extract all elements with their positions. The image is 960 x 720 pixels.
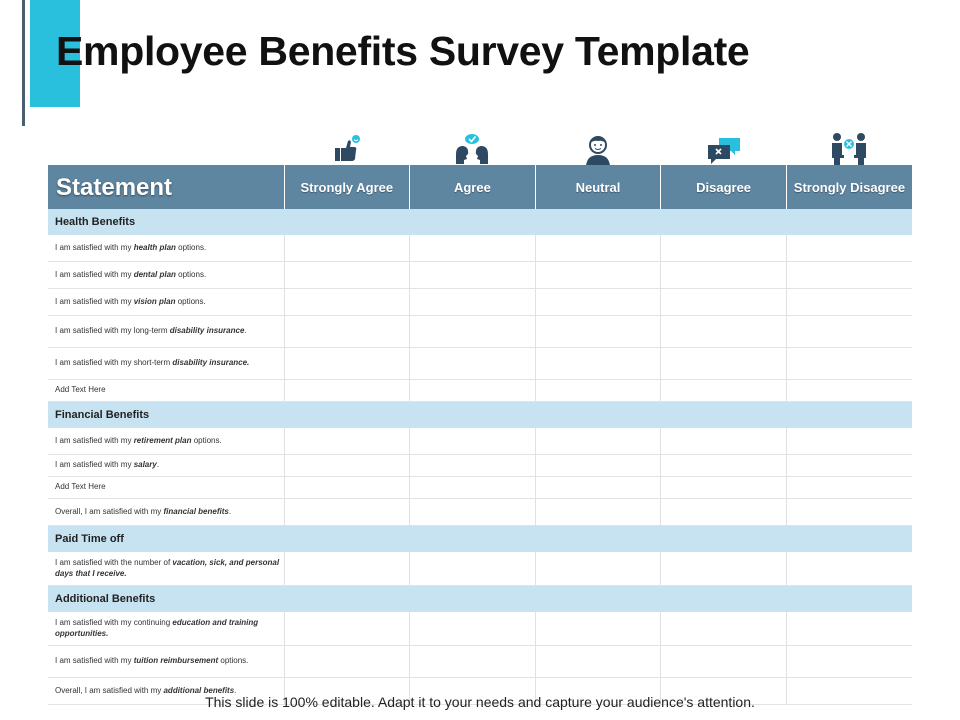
header-strongly-agree: Strongly Agree [284,165,410,209]
rating-cell[interactable] [535,552,661,586]
rating-cell[interactable] [535,455,661,477]
section-cell [535,526,661,553]
column-icons [284,126,912,166]
section-label: Paid Time off [48,526,284,553]
rating-cell[interactable] [661,455,787,477]
rating-cell[interactable] [661,499,787,526]
rating-cell[interactable] [410,499,536,526]
statement-part: I am satisfied with my continuing [55,618,173,627]
statement-part: . [234,685,237,695]
rating-cell[interactable] [661,289,787,316]
rating-cell[interactable] [284,289,410,316]
rating-cell[interactable] [786,499,912,526]
rating-cell[interactable] [410,235,536,262]
statement-part: I am satisfied with my [55,242,134,252]
table-row [48,348,912,380]
rating-cell[interactable] [661,552,787,586]
rating-cell[interactable] [284,552,410,586]
table-row [48,235,912,262]
statement-emphasis: retirement plan [133,435,192,445]
section-cell [535,586,661,613]
rating-cell[interactable] [410,477,536,499]
section-row [48,209,912,235]
statement-emphasis: financial benefits [163,506,229,516]
header-row [48,165,912,209]
statement-text [48,428,284,455]
rating-cell[interactable] [786,428,912,455]
rating-cell[interactable] [661,262,787,289]
table-row [48,477,912,499]
statement-emphasis: disability insurance [169,326,245,336]
statement-part: options. [175,242,207,252]
person-icon [535,126,661,166]
rating-cell[interactable] [284,477,410,499]
chat-bubbles-icon [661,126,787,166]
section-cell [786,586,912,613]
rating-cell[interactable] [284,380,410,402]
header-neutral: Neutral [535,165,661,209]
rating-cell[interactable] [284,316,410,348]
section-row [48,402,912,429]
rating-cell[interactable] [786,477,912,499]
footer-note: This slide is 100% editable. Adapt it to your needs and capture your audience's attention. [205,694,755,710]
section-cell [410,209,536,235]
rating-cell[interactable] [410,348,536,380]
statement-part: I am satisfied with my short-term [55,358,173,368]
section-label: Health Benefits [48,209,284,235]
rating-cell[interactable] [786,646,912,678]
section-cell [284,402,410,429]
rating-cell[interactable] [535,499,661,526]
table-row [48,380,912,402]
section-cell [661,209,787,235]
section-cell [786,209,912,235]
statement-part: I am satisfied with my [55,460,134,470]
statement-text [48,552,284,586]
rating-cell[interactable] [786,380,912,402]
rating-cell[interactable] [535,428,661,455]
table-row [48,455,912,477]
statement-text [48,380,284,402]
statement-emphasis: education and training opportunities. [55,618,259,638]
rating-cell[interactable] [410,612,536,646]
rating-cell[interactable] [661,316,787,348]
rating-cell[interactable] [786,552,912,586]
rating-cell[interactable] [661,646,787,678]
rating-cell[interactable] [661,428,787,455]
section-cell [535,209,661,235]
accent-line [22,0,25,126]
page-title: Employee Benefits Survey Template [56,28,750,74]
section-cell [661,526,787,553]
thumbs-up-icon [284,126,410,166]
rating-cell[interactable] [284,612,410,646]
section-cell [661,402,787,429]
table-row [48,316,912,348]
rating-cell[interactable] [661,380,787,402]
rating-cell[interactable] [535,316,661,348]
statement-text [48,262,284,289]
statement-emphasis: vision plan [133,296,176,306]
header-strongly-disagree: Strongly Disagree [786,165,912,209]
statement-text [48,455,284,477]
header-agree: Agree [410,165,536,209]
rating-cell[interactable] [284,499,410,526]
rating-cell[interactable] [284,235,410,262]
survey-table [48,165,912,705]
statement-part: options. [175,269,207,279]
statement-part: options. [218,656,249,666]
statement-emphasis: disability insurance. [172,358,250,368]
section-cell [786,402,912,429]
statement-part: I am satisfied with my [55,269,134,279]
statement-emphasis: dental plan [133,269,176,279]
rating-cell[interactable] [535,477,661,499]
statement-emphasis: tuition reimbursement [133,656,219,666]
statement-part: . [156,460,160,470]
statement-part: Overall, I am satisfied with my [55,506,164,516]
rating-cell[interactable] [786,235,912,262]
section-cell [410,402,536,429]
rating-cell[interactable] [786,262,912,289]
statement-part: I am satisfied with my [55,296,134,306]
rating-cell[interactable] [661,612,787,646]
statement-emphasis: additional benefits [163,685,235,695]
table-row [48,646,912,678]
statement-part: . [228,506,232,516]
rating-cell[interactable] [535,235,661,262]
statement-part: Add Text Here [55,482,106,492]
table-row [48,499,912,526]
statement-emphasis: salary [133,460,157,470]
rating-cell[interactable] [410,316,536,348]
section-cell [410,526,536,553]
section-label: Additional Benefits [48,586,284,613]
rating-cell[interactable] [284,455,410,477]
statement-text [48,235,284,262]
table-row [48,262,912,289]
rating-cell[interactable] [410,380,536,402]
statement-part: options. [191,435,222,445]
statement-text [48,289,284,316]
rating-cell[interactable] [535,262,661,289]
section-cell [661,586,787,613]
rating-cell[interactable] [786,612,912,646]
section-row [48,586,912,613]
section-cell [535,402,661,429]
rating-cell[interactable] [410,289,536,316]
statement-part: I am satisfied with my [55,656,134,666]
section-cell [284,526,410,553]
section-cell [410,586,536,613]
rating-cell[interactable] [535,289,661,316]
statement-part: I am satisfied with my long-term [55,326,170,336]
statement-text [48,477,284,499]
statement-part: Overall, I am satisfied with my [55,685,164,695]
statement-text [48,612,284,646]
rating-cell[interactable] [661,477,787,499]
table-row [48,428,912,455]
section-cell [284,209,410,235]
statement-part: I am satisfied with my [55,435,134,445]
table-row [48,552,912,586]
table-row [48,289,912,316]
rating-cell[interactable] [786,455,912,477]
rating-cell[interactable] [410,428,536,455]
table-row [48,612,912,646]
rating-cell[interactable] [410,646,536,678]
rating-cell[interactable] [535,612,661,646]
statement-text [48,316,284,348]
rating-cell[interactable] [786,316,912,348]
rating-cell[interactable] [284,262,410,289]
section-cell [284,586,410,613]
statement-part: I am satisfied with the number of [55,558,173,567]
rating-cell[interactable] [410,552,536,586]
statement-emphasis: vacation, sick, and personal days that I receive. [55,558,280,578]
section-row [48,526,912,553]
rating-cell[interactable] [410,455,536,477]
rating-cell[interactable] [410,262,536,289]
rating-cell[interactable] [535,348,661,380]
statement-emphasis: health plan [133,242,176,252]
rating-cell[interactable] [786,289,912,316]
rating-cell[interactable] [535,380,661,402]
rating-cell[interactable] [535,646,661,678]
header-statement: Statement [48,165,284,209]
survey-body [48,209,912,705]
statement-text [48,646,284,678]
rating-cell[interactable] [284,646,410,678]
section-cell [786,526,912,553]
section-label: Financial Benefits [48,402,284,429]
rating-cell[interactable] [661,348,787,380]
rating-cell[interactable] [786,348,912,380]
rating-cell[interactable] [661,235,787,262]
statement-text [48,348,284,380]
header-disagree: Disagree [661,165,787,209]
discussion-icon [410,126,536,166]
statement-part: Add Text Here [55,385,106,395]
rating-cell[interactable] [284,348,410,380]
statement-text [48,499,284,526]
statement-part: options. [175,296,206,306]
people-meeting-icon [786,126,912,166]
rating-cell[interactable] [284,428,410,455]
statement-part: . [244,326,247,336]
